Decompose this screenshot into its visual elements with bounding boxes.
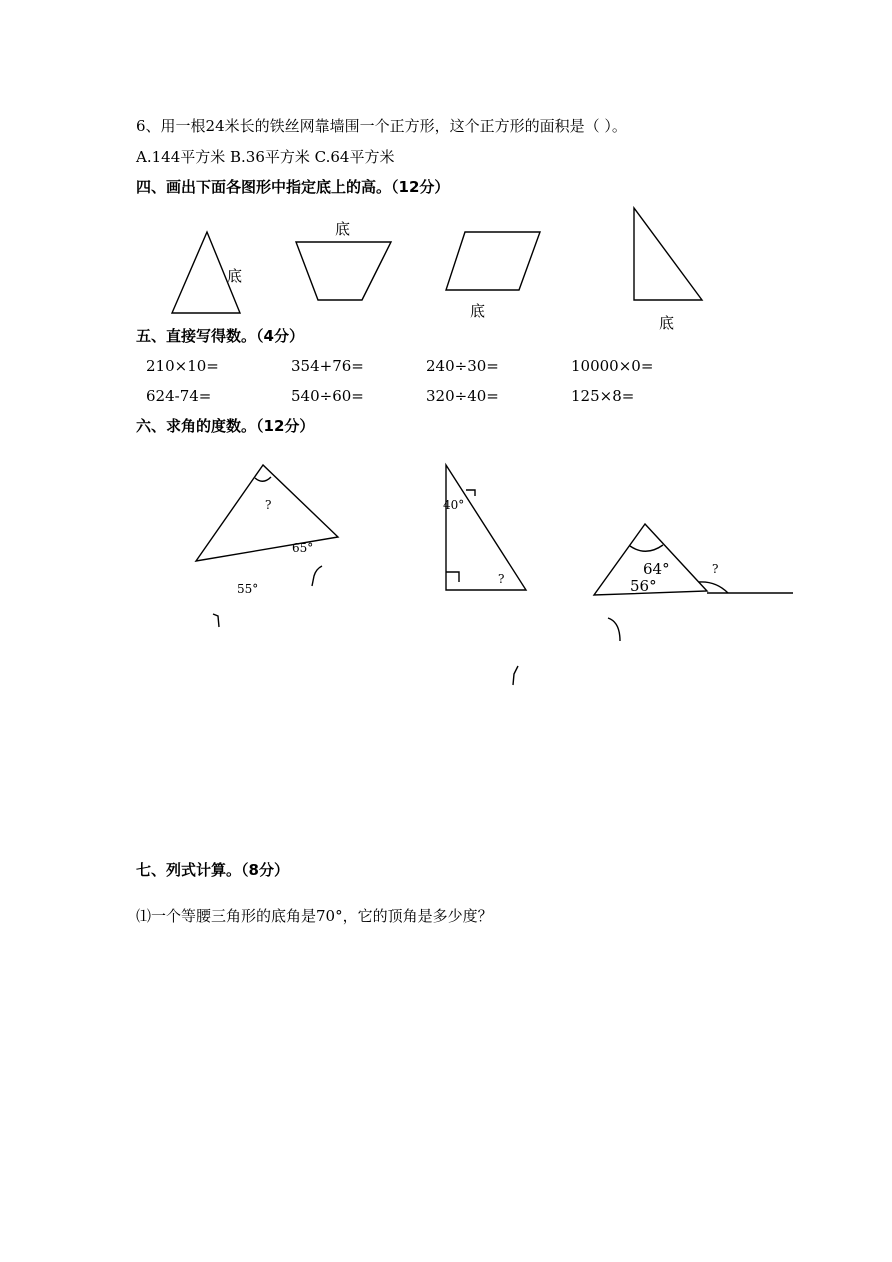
calc-item: 354+76= bbox=[291, 357, 364, 375]
trapezoid-base-label: 底 bbox=[335, 220, 351, 238]
fig3-angle-64: 64° bbox=[643, 560, 670, 578]
stray-mark bbox=[213, 614, 219, 627]
stray-mark bbox=[312, 566, 322, 586]
section-5-heading: 五、直接写得数。（4分） bbox=[136, 327, 304, 345]
angle-arc-top bbox=[255, 477, 271, 481]
fig1-angle-55: 55° bbox=[237, 582, 259, 596]
question-6-options: A.144平方米 B.36平方米 C.64平方米 bbox=[136, 148, 395, 166]
triangle-base-label: 底 bbox=[227, 267, 243, 285]
angle-arc-64 bbox=[630, 545, 663, 551]
section-7-problem-1: ⑴一个等腰三角形的底角是70°，它的顶角是多少度？ bbox=[136, 907, 493, 925]
section-4-heading: 四、画出下面各图形中指定底上的高。（12分） bbox=[136, 178, 450, 196]
question-6-text: 6、用一根24米长的铁丝网靠墙围一个正方形，这个正方形的面积是（ ）。 bbox=[136, 117, 627, 135]
angle-mark-40 bbox=[466, 490, 475, 496]
calc-item: 125×8= bbox=[571, 387, 635, 405]
right-triangle-base-label: 底 bbox=[659, 314, 675, 332]
calc-item: 320÷40= bbox=[426, 387, 499, 405]
section-7-heading: 七、列式计算。（8分） bbox=[136, 861, 289, 879]
fig3-angle-56: 56° bbox=[630, 577, 657, 595]
section-6-heading: 六、求角的度数。（12分） bbox=[136, 417, 315, 435]
calc-item: 10000×0= bbox=[571, 357, 654, 375]
calc-item: 624-74= bbox=[146, 387, 212, 405]
calc-item: 210×10= bbox=[146, 357, 219, 375]
right-angle-mark bbox=[446, 572, 459, 582]
fig2-unknown-label: ? bbox=[498, 572, 505, 586]
fig3-unknown-label: ? bbox=[712, 562, 719, 576]
fig1-unknown-label: ? bbox=[265, 498, 272, 512]
parallelogram-base-label: 底 bbox=[470, 302, 486, 320]
stray-mark bbox=[608, 618, 620, 641]
right-angle-triangle-2 bbox=[446, 465, 526, 590]
calc-item: 240÷30= bbox=[426, 357, 499, 375]
fig1-angle-65: 65° bbox=[292, 541, 314, 555]
stray-mark bbox=[513, 666, 518, 685]
calc-item: 540÷60= bbox=[291, 387, 364, 405]
fig2-angle-40: 40° bbox=[443, 498, 465, 512]
